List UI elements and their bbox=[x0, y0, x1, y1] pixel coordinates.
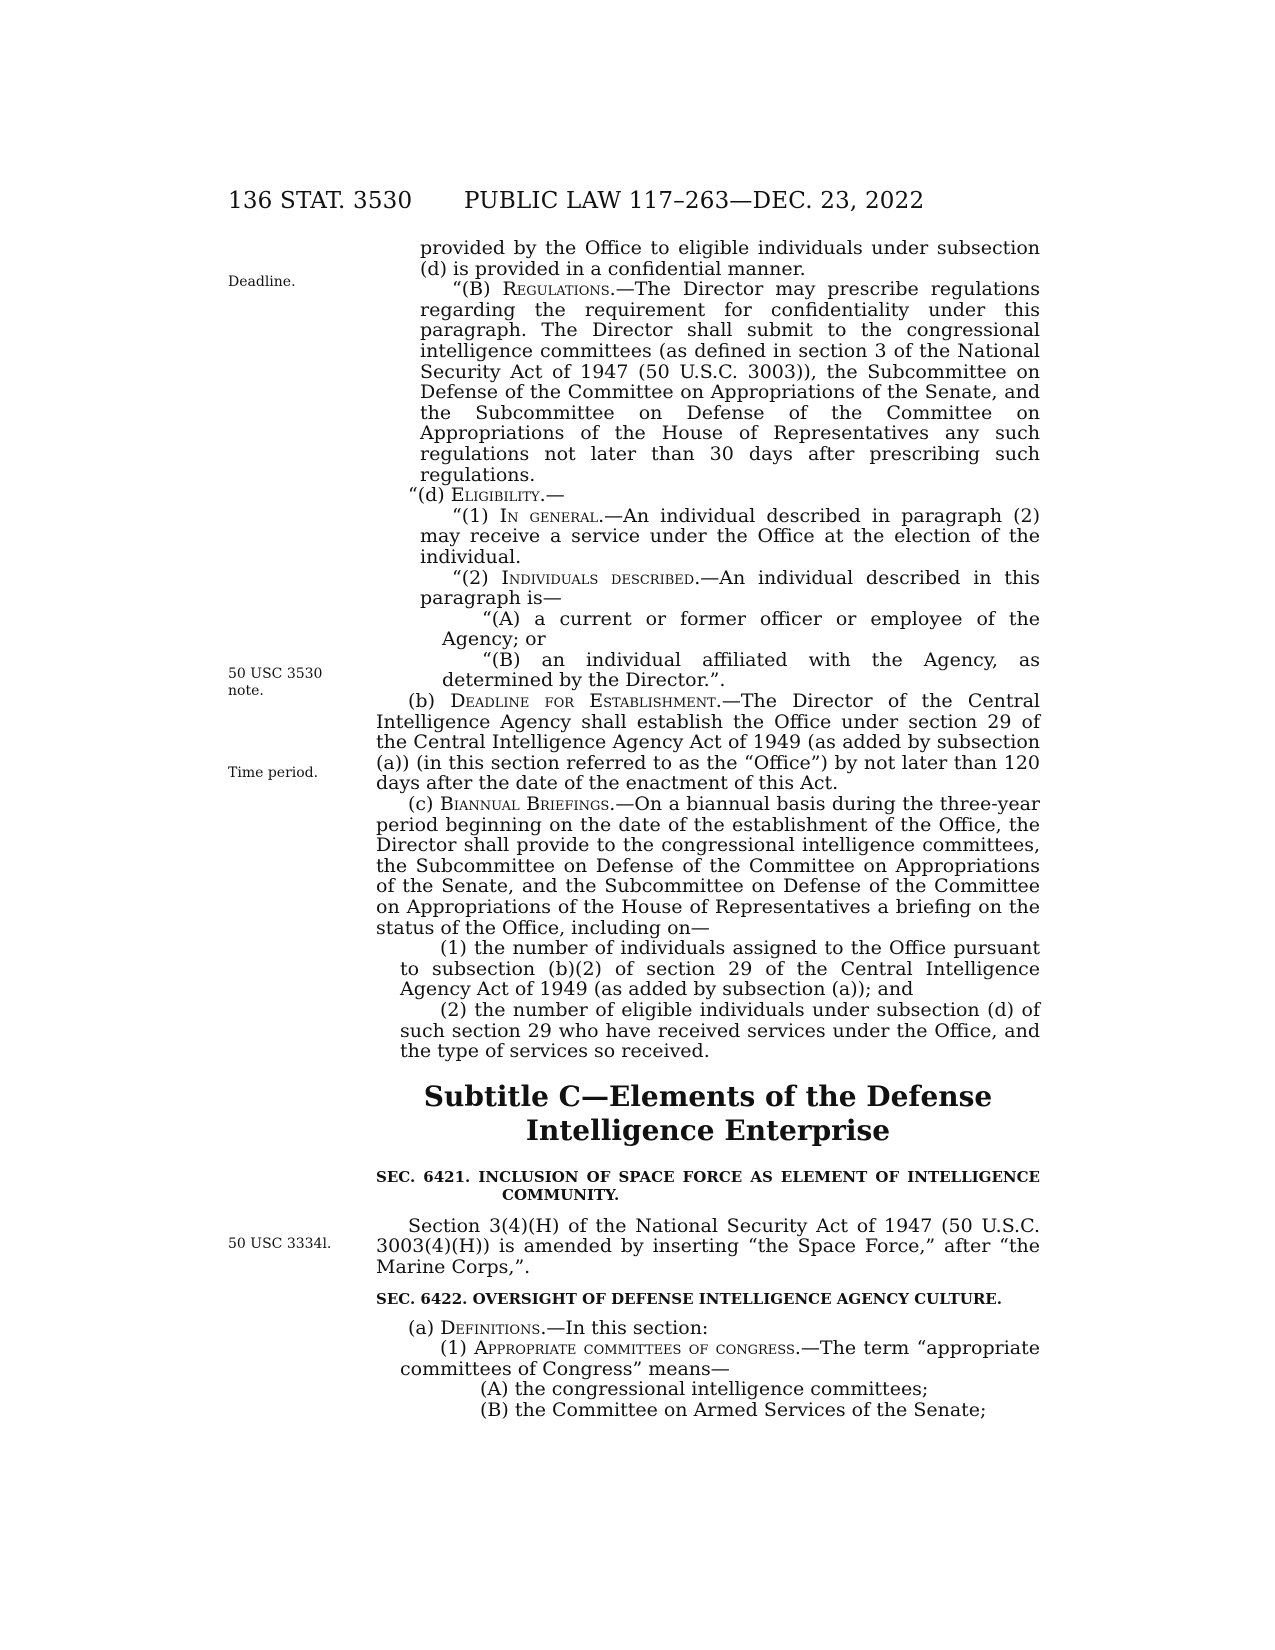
paragraph-deadline-establishment bbox=[376, 691, 1040, 794]
paragraph-eligibility bbox=[376, 485, 1040, 506]
deadline-text: —The Director of the Central Intelligence Agency shall establish the Office under section 29 of the Central Intelligence Agency Act of 1949 (as added by subsection (a)) (in this section referred to as the “Office”) by not later than 120 days after the date of the enactment of this Act. bbox=[376, 690, 1040, 795]
paragraph-individuals-described bbox=[376, 568, 1040, 609]
section-6421-text: Section 3(4)(H) of the National Security Act of 1947 (50 U.S.C. 3003(4)(H)) is amended by inserting “the Space Force,” after “the Marine Corps,”. bbox=[376, 1214, 1040, 1278]
section-6421-heading: SEC. 6421. INCLUSION OF SPACE FORCE AS ELEMENT OF INTELLIGENCE COMMUNITY. bbox=[376, 1167, 1040, 1204]
margin-note-usc-3530-line2: note. bbox=[228, 683, 264, 699]
paragraph-biannual-briefings bbox=[376, 794, 1040, 938]
page-stat-number: 136 STAT. 3530 bbox=[228, 188, 413, 214]
paragraph-appropriate-committees bbox=[376, 1338, 1040, 1379]
paragraph: provided by the Office to eligible individuals under subsection (d) is provided in a confidential manner. bbox=[420, 237, 1040, 280]
margin-note-deadline: Deadline. bbox=[228, 274, 296, 290]
margin-note-time-period: Time period. bbox=[228, 765, 319, 781]
individuals-prefix: “(2) bbox=[452, 566, 502, 589]
subtitle-line-1: Subtitle C—Elements of the Defense bbox=[423, 1079, 993, 1113]
eligibility-dash: — bbox=[545, 484, 565, 507]
appropriate-heading: Appropriate committees of congress. bbox=[474, 1337, 801, 1360]
paragraph-number-assigned: (1) the number of individuals assigned to the Office pursuant to subsection (b)(2) of section 29 of the Central Intelligence Agency Act of 1949 (as added by subsection (a)); and bbox=[400, 937, 1040, 1001]
paragraph-affiliated: “(B) an individual affiliated with the Agency, as determined by the Director.”. bbox=[442, 648, 1040, 692]
individuals-text: —An individual described in this paragraph is— bbox=[420, 566, 1040, 610]
body-text bbox=[376, 238, 1040, 1421]
margin-note-usc-3530 bbox=[228, 666, 348, 700]
appropriate-text: —The term “appropriate committees of Congress” means— bbox=[400, 1337, 1040, 1380]
paragraph-congressional-committees: (A) the congressional intelligence committees; bbox=[480, 1378, 929, 1401]
in-general-text: —An individual described in paragraph (2) may receive a service under the Office at the election of the individual. bbox=[420, 504, 1041, 568]
running-head: PUBLIC LAW 117–263—DEC. 23, 2022 bbox=[464, 188, 925, 214]
eligibility-prefix: “(d) bbox=[408, 484, 451, 507]
paragraph-current-officer: “(A) a current or former officer or employee of the Agency; or bbox=[442, 607, 1040, 651]
subtitle-line-2: Intelligence Enterprise bbox=[525, 1113, 891, 1147]
appropriate-prefix: (1) bbox=[440, 1337, 475, 1360]
biannual-text: —On a biannual basis during the three-year period beginning on the date of the establishment of the Office, the Director shall provide to the congressional intelligence committees, the Subcommittee on Defense of the Committee on Appropriations of the Senate, and the Subcommittee on Defense of the Committee on Appropriations of the House of Representatives a briefing on the status of the Office, including on— bbox=[376, 793, 1040, 939]
in-general-prefix: “(1) bbox=[452, 504, 500, 527]
margin-note-usc-3530-line1: 50 USC 3530 bbox=[228, 666, 323, 682]
regulations-text: —The Director may prescribe regulations regarding the requirement for confidentiality under this paragraph. The Director shall submit to the congressional intelligence committees (as defined in section 3 of the National Security Act of 1947 (50 U.S.C. 3003)), the Subcommittee on Defense of the Committee on Appropriations of the Senate, and the Subcommittee on Defense of the Committee on Appropriations of the House of Representatives any such regulations not later than 30 days after prescribing such regulations. bbox=[420, 278, 1040, 486]
regulations-heading: “(B) Regulations. bbox=[452, 278, 616, 301]
deadline-heading: Deadline for Establishment. bbox=[450, 690, 722, 713]
deadline-prefix: (b) bbox=[408, 690, 451, 713]
eligibility-heading: Eligibility. bbox=[450, 484, 546, 507]
definitions-text: —In this section: bbox=[546, 1316, 709, 1339]
biannual-heading: Biannual Briefings. bbox=[439, 793, 616, 816]
paragraph-number-eligible: (2) the number of eligible individuals under subsection (d) of such section 29 who have received services under the Office, and the type of services so received. bbox=[400, 998, 1040, 1063]
paragraph-in-general bbox=[376, 506, 1040, 568]
paragraph-definitions bbox=[376, 1318, 1040, 1339]
definitions-heading: Definitions. bbox=[440, 1316, 547, 1339]
paragraph-armed-services: (B) the Committee on Armed Services of the Senate; bbox=[480, 1398, 987, 1421]
section-6422-heading: SEC. 6422. OVERSIGHT OF DEFENSE INTELLIGENCE AGENCY CULTURE. bbox=[376, 1289, 1002, 1308]
definitions-prefix: (a) bbox=[408, 1316, 441, 1339]
paragraph-regulations bbox=[376, 279, 1040, 485]
individuals-heading: Individuals described. bbox=[501, 566, 701, 589]
subtitle-heading bbox=[376, 1080, 1040, 1148]
in-general-heading: In general. bbox=[499, 504, 605, 527]
biannual-prefix: (c) bbox=[408, 793, 440, 816]
margin-note-usc-3334: 50 USC 3334l. bbox=[228, 1236, 332, 1252]
